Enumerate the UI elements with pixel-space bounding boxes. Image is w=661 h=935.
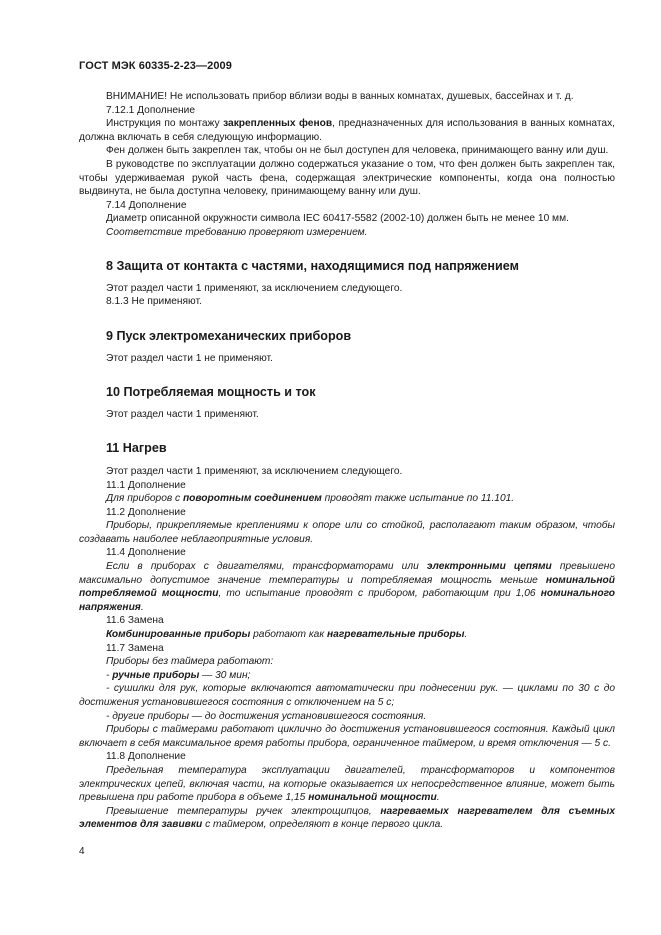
clause-heading: 11.7 Замена xyxy=(106,642,164,654)
paragraph: Фен должен быть закреплен так, чтобы он не был доступен для человека, принимающего ванну или душ. xyxy=(106,145,609,157)
section-11-title: 11 Нагрев xyxy=(106,440,167,455)
paragraph: Приборы, прикрепляемые креплениями к опоре или со стойкой, располагают таким образом, чтобы создавать наиболее неблагоприятные условия. xyxy=(79,520,615,545)
paragraph: Комбинированные приборы работают как нагревательные приборы. xyxy=(106,629,468,641)
document-body xyxy=(79,90,615,832)
clause-heading: 7.12.1 Дополнение xyxy=(106,104,196,116)
paragraph: Этот раздел части 1 не применяют. xyxy=(106,352,273,364)
paragraph: Приборы без таймера работают: xyxy=(106,656,274,668)
list-item: - сушилки для рук, которые включаются автоматически при поднесении рук. — циклами по 30 с до достижения установившегося состояния с отключением на 5 с; xyxy=(79,683,615,708)
paragraph: Этот раздел части 1 применяют. xyxy=(106,409,259,421)
list-item: - ручные приборы — 30 мин; xyxy=(106,669,251,681)
section-8-title: 8 Защита от контакта с частями, находящимися под напряжением xyxy=(106,258,519,273)
compliance-note: Соответствие требованию проверяют измерением. xyxy=(106,226,368,238)
clause-heading: 11.8 Дополнение xyxy=(106,751,186,763)
paragraph: Предельная температура эксплуатации двигателей, трансформаторов и компонентов электрических цепей, включая части, на которые оказывается их непосредственное влияние, может быть превышена при работе прибора в объеме 1,15 номинальной мощности. xyxy=(79,764,615,804)
section-10-title: 10 Потребляемая мощность и ток xyxy=(106,385,316,400)
clause-heading: 11.2 Дополнение xyxy=(106,506,186,518)
paragraph: В руководстве по эксплуатации должно содержаться указание о том, что фен должен быть закреплен так, чтобы удерживаемая рукой часть фена, содержащая электрические компоненты, когда она полностью выдвинута, не была доступна человеку, принимающему ванну или душ. xyxy=(79,158,615,198)
paragraph: Для приборов с поворотным соединением проводят также испытание по 11.101. xyxy=(106,493,515,505)
clause-heading: 7.14 Дополнение xyxy=(106,199,187,211)
paragraph: Этот раздел части 1 применяют, за исключением следующего. xyxy=(106,282,403,294)
paragraph: Инструкция по монтажу закрепленных фенов, предназначенных для использования в ванных комнатах, должна включать в себя следующую информацию. xyxy=(79,118,616,143)
section-9-title: 9 Пуск электромеханических приборов xyxy=(106,328,352,343)
paragraph: Если в приборах с двигателями, трансформаторами или электронными цепями превышено максимально допустимое значение температуры и потребляемая мощность меньше номинальной потребляемой мощности, то испытание проводят с прибором, работающим при 1,06 номинального напряжения. xyxy=(79,561,616,613)
paragraph: 8.1.3 Не применяют. xyxy=(106,296,202,308)
clause-heading: 11.4 Дополнение xyxy=(106,547,186,559)
paragraph: Этот раздел части 1 применяют, за исключением следующего. xyxy=(106,465,403,477)
clause-heading: 11.6 Замена xyxy=(106,615,164,627)
list-item: - другие приборы — до достижения установившегося состояния. xyxy=(106,710,427,722)
paragraph: Приборы с таймерами работают циклично до достижения установившегося состояния. Каждый цикл включает в себя максимальное время работы прибора, ограниченное таймером, и время отключения — 5 с. xyxy=(79,724,615,749)
clause-heading: 11.1 Дополнение xyxy=(106,479,186,491)
paragraph: Диаметр описанной окружности символа IEC 60417-5582 (2002-10) должен быть не менее 10 мм. xyxy=(106,213,569,225)
warning-paragraph: ВНИМАНИЕ! Не использовать прибор вблизи воды в ванных комнатах, душевых, бассейнах и т. д. xyxy=(106,91,574,102)
document-header: ГОСТ МЭК 60335-2-23—2009 xyxy=(79,60,232,72)
page-number: 4 xyxy=(79,846,85,857)
paragraph: Превышение температуры ручек электрощипцов, нагреваемых нагревателем для съемных элементов для завивки с таймером, определяют в конце первого цикла. xyxy=(79,805,615,831)
